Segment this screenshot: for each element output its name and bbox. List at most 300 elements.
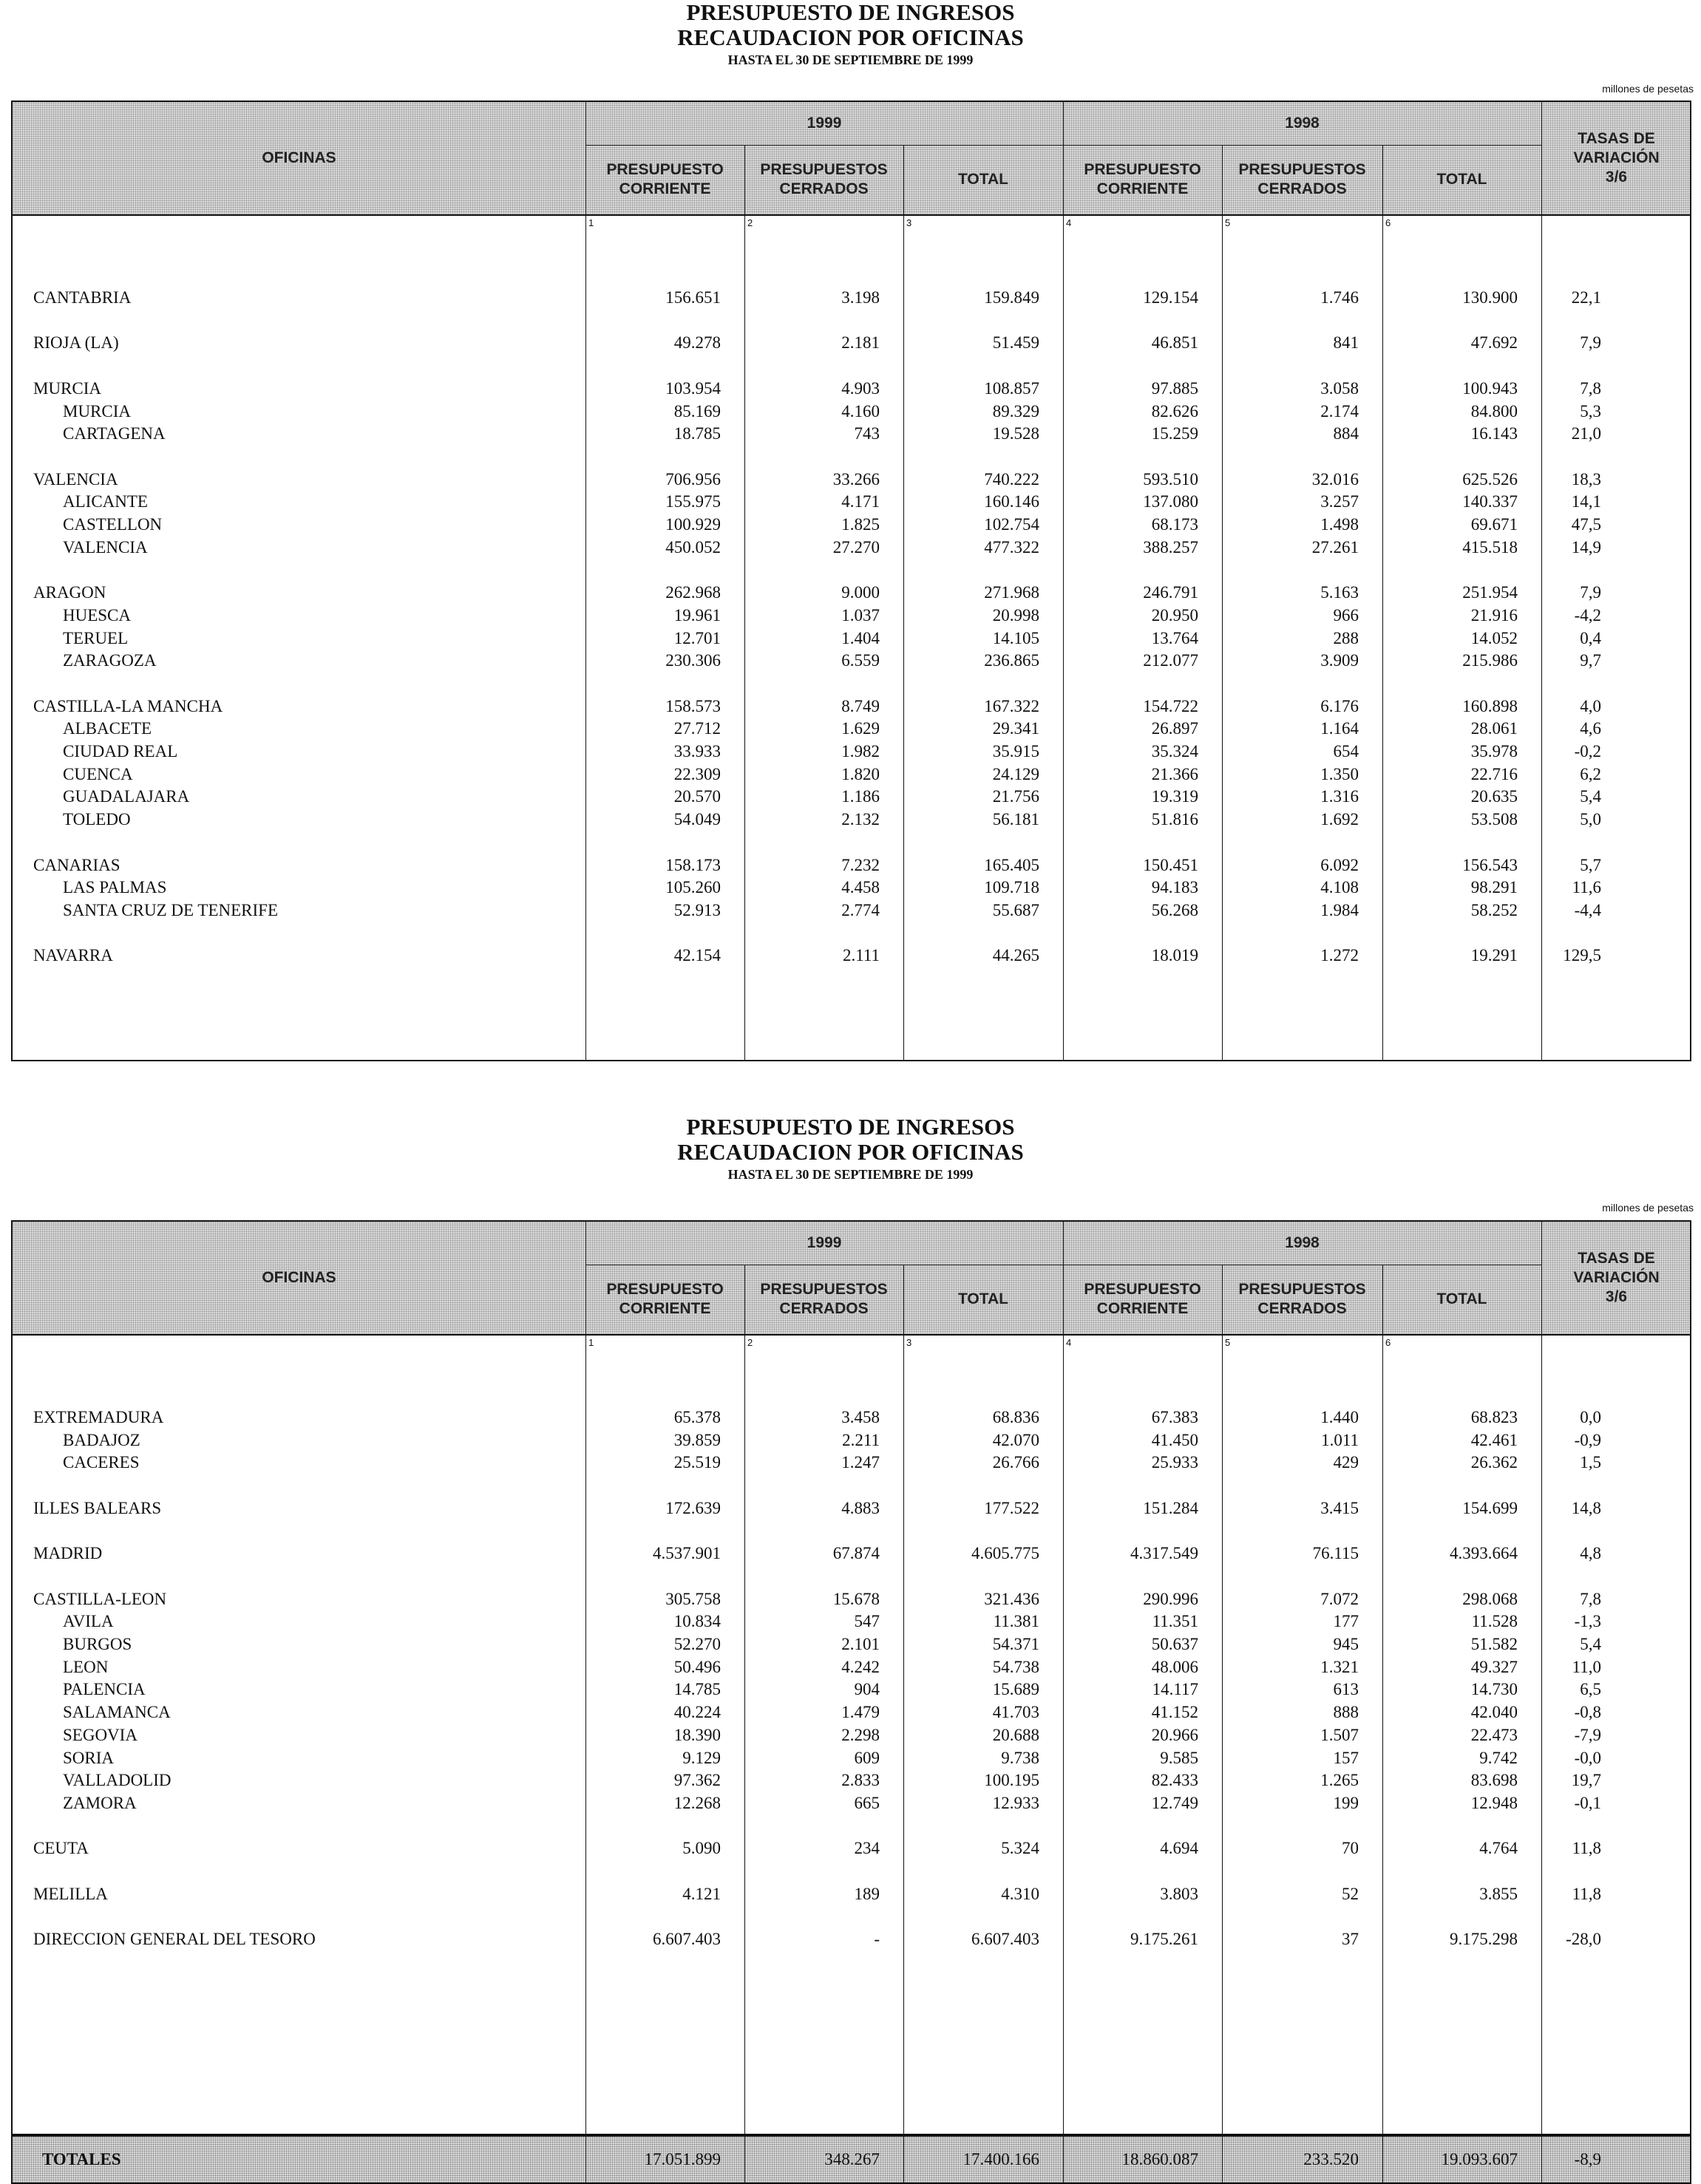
value-col-6: 22.716 [1470,764,1518,783]
units-label: millones de pesetas [1602,83,1694,95]
value-col-6: 26.362 [1470,1453,1518,1472]
value-col-1: 18.390 [673,1725,721,1744]
value-col-4: 3.803 [1160,1884,1198,1903]
value-col-7: 5,4 [1580,1635,1601,1653]
value-col-7: 6,2 [1580,764,1601,783]
office-name: ARAGON [33,583,106,602]
value-col-6: 53.508 [1470,810,1518,829]
value-col-7: 129,5 [1563,946,1601,965]
value-col-1: 49.278 [673,333,721,353]
divider [744,145,745,214]
value-col-7: 7,8 [1580,1589,1601,1608]
office-row [13,1542,1690,1565]
value-col-1: 4.121 [682,1884,721,1903]
value-col-6: 35.978 [1470,742,1518,761]
office-name: VALLADOLID [63,1771,172,1790]
office-row [13,581,1690,604]
sub-office-row [13,627,1690,650]
value-col-7: -0,0 [1574,1748,1601,1767]
value-col-3: 160.146 [984,492,1039,511]
office-name: LAS PALMAS [63,878,167,897]
column-number: 3 [906,1337,912,1348]
value-col-3: 177.522 [984,1498,1039,1517]
value-col-3: 42.070 [992,1430,1039,1449]
value-col-3: 29.341 [992,719,1039,738]
value-col-3: 26.766 [992,1453,1039,1472]
value-col-6: 42.040 [1470,1703,1518,1722]
office-name: SEGOVIA [63,1725,137,1744]
sub-office-row [13,1633,1690,1656]
date-line: HASTA EL 30 DE SEPTIEMBRE DE 1999 [727,1167,974,1182]
value-col-4: 13.764 [1151,628,1198,647]
value-col-4: 20.966 [1151,1725,1198,1744]
office-name: CEUTA [33,1839,89,1858]
value-col-4: 151.284 [1143,1498,1198,1517]
column-number: 5 [1225,1337,1231,1348]
office-row [13,1588,1690,1610]
divider [1222,2137,1223,2183]
value-col-4: 51.816 [1151,810,1198,829]
office-name: BADAJOZ [63,1430,140,1449]
header-year-1998: 1998 [1285,1234,1320,1251]
value-col-2: 4.242 [841,1657,880,1676]
column-number: 4 [1066,217,1072,228]
header-pc: PRESUPUESTO CORRIENTE [606,1281,724,1317]
office-name: MADRID [33,1544,103,1563]
office-name: VALENCIA [63,537,148,557]
value-col-5: 1.272 [1320,946,1359,965]
value-col-5: 888 [1333,1703,1359,1722]
value-col-7: 22,1 [1571,288,1601,307]
value-col-2: 1.982 [841,742,880,761]
office-name: SANTA CRUZ DE TENERIFE [63,900,278,919]
value-col-2: 234 [854,1839,880,1858]
value-col-4: 50.637 [1151,1635,1198,1653]
title: PRESUPUESTO DE INGRESOS [686,0,1015,25]
value-col-6: 21.916 [1470,605,1518,625]
value-col-7: -0,1 [1574,1793,1601,1812]
value-col-7: 14,1 [1571,492,1601,511]
office-name: RIOJA (LA) [33,333,119,353]
value-col-4: 290.996 [1143,1589,1198,1608]
value-col-6: 4.393.664 [1450,1544,1518,1563]
divider [744,1265,745,1334]
header-pc2: PRESUPUESTO CORRIENTE [1084,161,1201,197]
divider [903,145,904,214]
value-col-5: 1.316 [1320,787,1359,806]
value-col-1: 105.260 [665,878,721,897]
value-col-3: 68.836 [992,1408,1039,1426]
value-col-4: 15.259 [1151,424,1198,443]
value-col-7: 5,3 [1580,401,1601,421]
value-col-1: 156.651 [665,288,721,307]
header-year-1998: 1998 [1285,115,1320,132]
divider [1063,102,1064,214]
value-col-2: 609 [854,1748,880,1767]
value-col-1: 20.570 [673,787,721,806]
value-col-4: 150.451 [1143,855,1198,874]
office-row [13,695,1690,718]
value-col-3: 321.436 [984,1589,1039,1608]
sub-office-row [13,400,1690,423]
office-name: NAVARRA [33,946,113,965]
value-col-3: 477.322 [984,537,1039,557]
value-col-1: 50.496 [673,1657,721,1676]
value-col-1: 155.975 [665,492,721,511]
value-col-3: 19.528 [992,424,1039,443]
value-col-4: 94.183 [1151,878,1198,897]
value-col-3: 271.968 [984,583,1039,602]
column-number: 6 [1385,1337,1391,1348]
value-col-2: 2.298 [841,1725,880,1744]
value-col-7: -0,2 [1574,742,1601,761]
value-col-4: 56.268 [1151,900,1198,919]
value-col-4: 14.117 [1152,1680,1198,1699]
total-col-4: 18.860.087 [1121,2150,1198,2168]
value-col-6: 42.461 [1470,1430,1518,1449]
value-col-7: 5,7 [1580,855,1601,874]
value-col-3: 167.322 [984,696,1039,715]
office-name: GUADALAJARA [63,787,190,806]
value-col-4: 82.433 [1151,1771,1198,1790]
value-col-4: 9.175.261 [1130,1930,1198,1949]
value-col-3: 56.181 [992,810,1039,829]
total-col-1: 17.051.899 [644,2150,721,2168]
divider [585,1222,586,1334]
value-col-6: 58.252 [1470,900,1518,919]
value-col-5: 27.261 [1311,537,1359,557]
office-row [13,1928,1690,1950]
value-col-2: 904 [854,1680,880,1699]
value-col-4: 25.933 [1151,1453,1198,1472]
value-col-1: 12.701 [673,628,721,647]
value-col-5: 1.350 [1320,764,1359,783]
value-col-6: 14.052 [1470,628,1518,647]
value-col-4: 41.152 [1151,1703,1198,1722]
column-number: 5 [1225,217,1231,228]
divider [903,2137,904,2183]
value-col-4: 67.383 [1151,1408,1198,1426]
value-col-1: 10.834 [673,1612,721,1631]
office-name: LEON [63,1657,109,1676]
value-col-3: 109.718 [984,878,1039,897]
value-col-6: 625.526 [1462,469,1518,489]
value-col-6: 160.898 [1462,696,1518,715]
office-name: CASTELLON [63,515,163,534]
subtitle: RECAUDACION POR OFICINAS [677,1139,1024,1165]
sub-office-row [13,876,1690,899]
totals-row [13,2134,1690,2183]
value-col-5: 32.016 [1311,469,1359,489]
value-col-7: 11,8 [1572,1839,1601,1858]
office-row [13,468,1690,491]
value-col-7: 4,0 [1580,696,1601,715]
value-col-1: 14.785 [673,1680,721,1699]
divider [1063,1222,1064,1334]
sub-office-row [13,1724,1690,1746]
office-name: CIUDAD REAL [63,742,178,761]
value-col-7: 0,4 [1580,628,1601,647]
value-col-4: 18.019 [1151,946,1198,965]
value-col-1: 42.154 [673,946,721,965]
divider [1541,2137,1542,2183]
divider [1382,145,1383,214]
value-col-1: 230.306 [665,651,721,670]
divider [1541,102,1542,214]
header-year-1999: 1999 [807,1234,842,1251]
divider [1382,2137,1383,2183]
office-name: CANTABRIA [33,288,132,307]
sub-office-row [13,1769,1690,1792]
value-col-2: 7.232 [841,855,880,874]
value-col-4: 4.694 [1160,1839,1198,1858]
value-col-2: 8.749 [841,696,880,715]
header-year-1999: 1999 [807,115,842,132]
table-body [13,1336,1690,2184]
value-col-7: -0,8 [1574,1703,1601,1722]
value-col-4: 129.154 [1143,288,1198,307]
value-col-1: 52.913 [673,900,721,919]
value-col-2: 4.160 [841,401,880,421]
value-col-7: 4,8 [1580,1544,1601,1563]
value-col-2: 2.132 [841,810,880,829]
value-col-1: 12.268 [673,1793,721,1812]
value-col-7: 11,0 [1572,1657,1601,1676]
value-col-2: 4.458 [841,878,880,897]
value-col-3: 102.754 [984,515,1039,534]
value-col-7: 5,0 [1580,810,1601,829]
value-col-6: 22.473 [1470,1725,1518,1744]
value-col-2: 2.211 [842,1430,880,1449]
office-row [13,1406,1690,1429]
value-col-2: 2.774 [841,900,880,919]
value-col-5: 841 [1333,333,1359,353]
value-col-6: 9.175.298 [1450,1930,1518,1949]
value-col-3: 165.405 [984,855,1039,874]
value-col-4: 19.319 [1151,787,1198,806]
office-name: CACERES [63,1453,140,1472]
value-col-3: 15.689 [992,1680,1039,1699]
value-col-7: 11,6 [1572,878,1601,897]
value-col-5: 966 [1333,605,1359,625]
value-col-4: 212.077 [1143,651,1198,670]
total-col-5: 233.520 [1303,2150,1359,2168]
sub-office-row [13,899,1690,922]
office-name: PALENCIA [63,1680,146,1699]
office-name: EXTREMADURA [33,1408,164,1426]
value-col-4: 4.317.549 [1130,1544,1198,1563]
value-col-3: 21.756 [992,787,1039,806]
value-col-6: 20.635 [1470,787,1518,806]
value-col-7: 7,8 [1580,378,1601,398]
value-col-2: 1.820 [841,764,880,783]
sub-office-row [13,422,1690,445]
title: PRESUPUESTO DE INGRESOS [686,1114,1015,1140]
value-col-6: 140.337 [1462,492,1518,511]
value-col-5: 1.507 [1320,1725,1359,1744]
sub-office-row [13,740,1690,763]
value-col-5: 4.108 [1320,878,1359,897]
sub-office-row [13,1656,1690,1678]
value-col-7: 11,8 [1572,1884,1601,1903]
value-col-7: -28,0 [1566,1930,1601,1949]
value-col-6: 3.855 [1479,1884,1518,1903]
value-col-6: 12.948 [1470,1793,1518,1812]
sub-office-row [13,1792,1690,1814]
value-col-4: 21.366 [1151,764,1198,783]
value-col-3: 100.195 [984,1771,1039,1790]
value-col-3: 44.265 [992,946,1039,965]
value-col-6: 215.986 [1462,651,1518,670]
value-col-5: 1.011 [1321,1430,1359,1449]
office-row [13,331,1690,354]
sub-office-row [13,513,1690,536]
sub-office-row [13,1678,1690,1701]
office-name: VALENCIA [33,469,118,489]
value-col-6: 11.528 [1471,1612,1518,1631]
value-col-5: 613 [1333,1680,1359,1699]
office-row [13,286,1690,309]
totals-label: TOTALES [42,2150,121,2168]
value-col-1: 172.639 [665,1498,721,1517]
value-col-5: 7.072 [1320,1589,1359,1608]
value-col-2: 67.874 [832,1544,880,1563]
sub-office-row [13,1701,1690,1724]
value-col-6: 83.698 [1470,1771,1518,1790]
value-col-6: 415.518 [1462,537,1518,557]
sub-office-row [13,785,1690,808]
value-col-7: 7,9 [1580,583,1601,602]
value-col-3: 108.857 [984,378,1039,398]
office-name: TOLEDO [63,810,131,829]
header-pc: PRESUPUESTO CORRIENTE [606,161,724,197]
office-name: CASTILLA-LA MANCHA [33,696,223,715]
value-col-1: 158.173 [665,855,721,874]
column-number: 1 [588,1337,594,1348]
sub-office-row [13,536,1690,559]
value-col-3: 12.933 [992,1793,1039,1812]
value-col-6: 156.543 [1462,855,1518,874]
value-col-5: 3.257 [1320,492,1359,511]
value-col-2: 1.247 [841,1453,880,1472]
value-col-1: 706.956 [665,469,721,489]
header-oficinas: OFICINAS [262,149,336,166]
value-col-7: 9,7 [1580,651,1601,670]
units-label: millones de pesetas [1602,1202,1694,1214]
report-title-1 [0,0,1701,69]
header-total: TOTAL [957,171,1009,188]
value-col-3: 14.105 [992,628,1039,647]
value-col-5: 177 [1333,1612,1359,1631]
column-number: 3 [906,217,912,228]
value-col-3: 51.459 [992,333,1039,353]
header-tasas: TASAS DE VARIACIÓN 3/6 [1573,130,1660,186]
value-col-7: 4,6 [1580,719,1601,738]
value-col-7: 47,5 [1571,515,1601,534]
value-col-1: 450.052 [665,537,721,557]
value-col-2: 4.171 [841,492,880,511]
value-col-3: 6.607.403 [971,1930,1039,1949]
value-col-7: 6,5 [1580,1680,1601,1699]
value-col-7: 0,0 [1580,1408,1601,1426]
header-pcer: PRESUPUESTOS CERRADOS [760,1281,888,1317]
value-col-6: 154.699 [1462,1498,1518,1517]
value-col-4: 48.006 [1151,1657,1198,1676]
revenue-table-2 [11,1220,1691,2184]
value-col-6: 16.143 [1470,424,1518,443]
value-col-2: 6.559 [841,651,880,670]
value-col-1: 19.961 [673,605,721,625]
office-name: TERUEL [63,628,129,647]
value-col-5: 945 [1333,1635,1359,1653]
office-name: MELILLA [33,1884,108,1903]
value-col-5: 6.176 [1320,696,1359,715]
value-col-5: 2.174 [1320,401,1359,421]
value-col-5: 52 [1342,1884,1359,1903]
value-col-5: 199 [1333,1793,1359,1812]
value-col-1: 103.954 [665,378,721,398]
office-name: AVILA [63,1612,114,1631]
value-col-2: 1.629 [841,719,880,738]
divider [585,2137,586,2183]
office-name: SORIA [63,1748,115,1767]
value-col-5: 1.321 [1320,1657,1359,1676]
table-header [13,1222,1690,1336]
header-pcer2: PRESUPUESTOS CERRADOS [1238,161,1366,197]
value-col-5: 37 [1342,1930,1359,1949]
value-col-2: 3.458 [841,1408,880,1426]
value-col-6: 9.742 [1479,1748,1518,1767]
office-row [13,944,1690,967]
value-col-5: 884 [1333,424,1359,443]
office-row [13,854,1690,877]
value-col-1: 305.758 [665,1589,721,1608]
sub-office-row [13,1451,1690,1474]
value-col-2: 33.266 [832,469,880,489]
value-col-6: 14.730 [1470,1680,1518,1699]
value-col-1: 9.129 [682,1748,721,1767]
office-row [13,1497,1690,1520]
value-col-6: 100.943 [1462,378,1518,398]
divider [1222,145,1223,214]
sub-office-row [13,649,1690,672]
table-body [13,216,1690,1061]
value-col-3: 41.703 [992,1703,1039,1722]
value-col-1: 4.537.901 [653,1544,721,1563]
total-col-3: 17.400.166 [962,2150,1039,2168]
value-col-1: 5.090 [682,1839,721,1858]
value-col-4: 26.897 [1151,719,1198,738]
value-col-1: 54.049 [673,810,721,829]
office-name: CARTAGENA [63,424,166,443]
value-col-5: 3.058 [1320,378,1359,398]
value-col-3: 35.915 [992,742,1039,761]
value-col-1: 33.933 [673,742,721,761]
divider [1382,1265,1383,1334]
header-oficinas: OFICINAS [262,1269,336,1286]
office-name: HUESCA [63,605,132,625]
column-number: 1 [588,217,594,228]
value-col-6: 19.291 [1470,946,1518,965]
value-col-2: 4.883 [841,1498,880,1517]
sub-office-row [13,808,1690,831]
value-col-5: 1.746 [1320,288,1359,307]
value-col-7: 7,9 [1580,333,1601,353]
divider [1222,1265,1223,1334]
value-col-5: 3.415 [1320,1498,1359,1517]
value-col-4: 9.585 [1160,1748,1198,1767]
value-col-2: 2.833 [841,1771,880,1790]
